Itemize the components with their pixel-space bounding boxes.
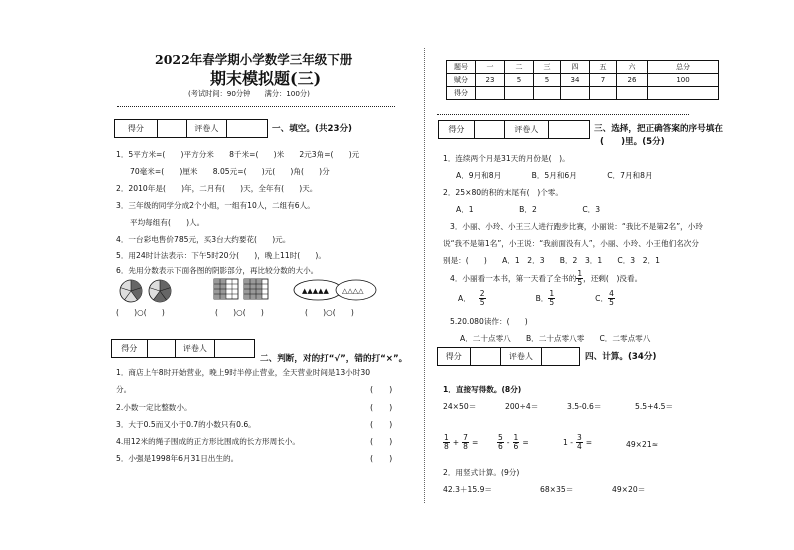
- header-cell: 题号: [447, 61, 476, 74]
- choice-4-options: [458, 290, 615, 307]
- score-table-score-row: [447, 87, 719, 100]
- score-cell[interactable]: [476, 87, 505, 100]
- score-label: 得分: [439, 121, 475, 138]
- fraction: $\frac{1}{5}$: [577, 269, 583, 287]
- row-label: 得分: [447, 87, 476, 100]
- score-cell[interactable]: [505, 87, 534, 100]
- calc-8: 49×21≈: [626, 440, 659, 449]
- section-1-title: 一、填空。(共23分): [272, 124, 352, 134]
- calc-5: $\frac{1}{8}$ + $\frac{7}{8}$ =: [444, 433, 479, 451]
- judge-5: 5．小强是1998年6月31日出生的。: [116, 454, 239, 463]
- assign-cell: 34: [561, 74, 590, 87]
- score-cell[interactable]: [561, 87, 590, 100]
- score-cell[interactable]: [148, 340, 177, 357]
- circle-figure-1: [120, 280, 142, 302]
- question-5: 5．用24时计法表示：下午5时20分( )，晚上11时( )。: [116, 251, 326, 260]
- svg-text:▲▲▲▲▲: ▲▲▲▲▲: [302, 287, 329, 295]
- score-table-header-row: [447, 61, 719, 74]
- grader-cell[interactable]: [549, 121, 589, 138]
- section-2-title: 二、判断，对的打“√”，错的打“×”。: [260, 354, 408, 364]
- option-a-label: A．: [458, 294, 471, 303]
- compare-2: ( )○( ): [215, 308, 264, 317]
- grader-box-2: [111, 339, 255, 358]
- assign-cell: 5: [534, 74, 561, 87]
- score-cell[interactable]: [590, 87, 617, 100]
- score-cell[interactable]: [617, 87, 648, 100]
- exam-info: (考试时间：90分钟 满分：100分): [188, 89, 310, 98]
- vertical-calc-3: 49×20＝: [612, 485, 646, 494]
- fraction: $\frac{7}{8}$: [463, 433, 468, 451]
- question-3a: 3．三年级的同学分成2个小组，一组有10人，二组有6人。: [116, 201, 315, 210]
- grader-box-3: [438, 120, 590, 139]
- calc-1: 24×50＝: [443, 402, 477, 411]
- header-cell: 四: [561, 61, 590, 74]
- choice-4-pre: 4．小丽看一本书，第一天看了全书的: [450, 274, 577, 283]
- option-a-fraction: $\frac{2}{5}$: [479, 289, 485, 307]
- score-label: 得分: [438, 348, 471, 365]
- choice-3c: 别是：( ) A．1 2．3 B．2 3．1 C．3 2．1: [443, 256, 660, 265]
- divider: [437, 114, 689, 115]
- question-1b: 70毫米=( )厘米 8.05元=( )元( )角( )分: [130, 167, 330, 176]
- svg-text:△△△△: △△△△: [342, 287, 364, 295]
- choice-4-post: ，还剩( )没看。: [583, 274, 643, 283]
- assign-cell: 23: [476, 74, 505, 87]
- question-1a: 1．5平方米=( )平方分米 8千米=( )米 2元3角=( )元: [116, 150, 360, 159]
- score-label: 得分: [115, 120, 158, 137]
- calc-4: 5.5+4.5＝: [635, 402, 674, 411]
- grader-label: 评卷人: [176, 340, 214, 357]
- option-b-label: B．: [535, 294, 549, 303]
- choice-2-options: A．1 B．2 C．3: [456, 205, 601, 214]
- fraction-figures: [118, 278, 378, 306]
- section-4-title: 四、计算。(34分): [585, 352, 657, 362]
- grader-label: 评卷人: [501, 348, 541, 365]
- choice-1-options: A．9月和8月 B．5月和6月 C．7月和8月: [456, 171, 653, 180]
- grid-figure-2: [244, 279, 268, 299]
- choice-3b: 说“我不是第1名”，小王说：“我前面没有人”，小丽、小玲、小王他们名次分: [443, 239, 699, 248]
- judge-2: 2.小数一定比整数小。: [116, 403, 192, 412]
- score-cell[interactable]: [471, 348, 502, 365]
- fraction: $\frac{5}{6}$: [498, 433, 503, 451]
- answer-5[interactable]: ( ): [370, 454, 393, 463]
- part-2-title: 2．用竖式计算。(9分): [443, 468, 520, 477]
- divider: [117, 106, 395, 107]
- calc-2: 200÷4＝: [505, 402, 539, 411]
- choice-4: [450, 270, 642, 287]
- part-1-title: 1．直接写得数。(8分): [443, 385, 522, 394]
- option-c-fraction: $\frac{4}{5}$: [609, 289, 614, 307]
- grader-cell[interactable]: [215, 340, 254, 357]
- vertical-calc-2: 68×35＝: [540, 485, 574, 494]
- section-3-title-a: 三、选择，把正确答案的序号填在: [594, 124, 723, 134]
- row-label: 赋分: [447, 74, 476, 87]
- oval-figure-1: [294, 280, 342, 300]
- header-cell: 总分: [648, 61, 719, 74]
- header-cell: 三: [534, 61, 561, 74]
- question-4: 4．一台彩电售价785元，买3台大约要花( )元。: [116, 235, 291, 244]
- compare-1: ( )○( ): [116, 308, 165, 317]
- vertical-calc-1: 42.3＋15.9＝: [443, 485, 493, 494]
- question-2: 2．2010年是( )年，二月有( )天，全年有( )天。: [116, 184, 318, 193]
- column-separator: [424, 48, 425, 503]
- choice-2: 2．25×80的积的末尾有( )个零。: [443, 188, 563, 197]
- fraction: $\frac{3}{4}$: [577, 433, 582, 451]
- grader-box-1: [114, 119, 268, 138]
- score-cell[interactable]: [648, 87, 719, 100]
- calc-6: $\frac{5}{6}$ - $\frac{1}{6}$ =: [498, 433, 529, 451]
- grid-figure-1: [214, 279, 238, 299]
- header-cell: 六: [617, 61, 648, 74]
- score-cell[interactable]: [158, 120, 187, 137]
- header-cell: 一: [476, 61, 505, 74]
- option-c-label: C．: [595, 294, 609, 303]
- score-cell[interactable]: [475, 121, 505, 138]
- answer-2[interactable]: ( ): [370, 403, 393, 412]
- section-3-title-b: ( )里。(5分): [600, 137, 665, 147]
- header-cell: 五: [590, 61, 617, 74]
- grader-cell[interactable]: [542, 348, 579, 365]
- answer-3[interactable]: ( ): [370, 420, 393, 429]
- choice-5: 5.20.080读作：( ): [450, 317, 528, 326]
- answer-1[interactable]: ( ): [370, 385, 393, 394]
- assign-cell: 7: [590, 74, 617, 87]
- fraction: $\frac{1}{8}$: [444, 433, 449, 451]
- judge-4: 4.用12米的绳子围成的正方形比围成的长方形周长小。: [116, 437, 300, 446]
- grader-label: 评卷人: [505, 121, 550, 138]
- circle-figure-2: [149, 280, 171, 302]
- score-cell[interactable]: [534, 87, 561, 100]
- assign-cell: 100: [648, 74, 719, 87]
- judge-1b: 分。: [116, 385, 132, 394]
- calc-7: 1 - $\frac{3}{4}$ =: [563, 433, 593, 451]
- question-3b: 平均每组有( )人。: [130, 218, 205, 227]
- score-table: [446, 60, 719, 100]
- exam-subtitle: 期末模拟题(三): [210, 69, 322, 88]
- choice-3a: 3．小丽、小玲、小王三人进行跑步比赛，小丽说：“我比不是第2名”，小玲: [450, 222, 703, 231]
- grader-label: 评卷人: [187, 120, 228, 137]
- calc-3: 3.5-0.6＝: [567, 402, 602, 411]
- choice-5-options: A．二十点零八 B．二十点零八零 C．二零点零八: [460, 334, 651, 343]
- header-cell: 二: [505, 61, 534, 74]
- judge-3: 3．大于0.5而又小于0.7的小数只有0.6。: [116, 420, 256, 429]
- question-6: 6．先用分数表示下面各图的阴影部分，再比较分数的大小。: [116, 266, 319, 275]
- exam-title: 2022年春学期小学数学三年级下册: [155, 52, 353, 67]
- option-b-fraction: $\frac{1}{5}$: [549, 289, 555, 307]
- judge-1a: 1．商店上午8时开始营业，晚上9时半停止营业，全天营业时间是13小时30: [116, 368, 371, 377]
- fraction: $\frac{1}{6}$: [513, 433, 519, 451]
- assign-cell: 26: [617, 74, 648, 87]
- compare-3: ( )○( ): [305, 308, 354, 317]
- answer-4[interactable]: ( ): [370, 437, 393, 446]
- oval-figure-2: [336, 280, 376, 300]
- score-label: 得分: [112, 340, 148, 357]
- choice-1: 1．连续两个月是31天的月份是( )。: [443, 154, 570, 163]
- grader-box-4: [437, 347, 580, 366]
- grader-cell[interactable]: [227, 120, 267, 137]
- score-table-assign-row: [447, 74, 719, 87]
- assign-cell: 5: [505, 74, 534, 87]
